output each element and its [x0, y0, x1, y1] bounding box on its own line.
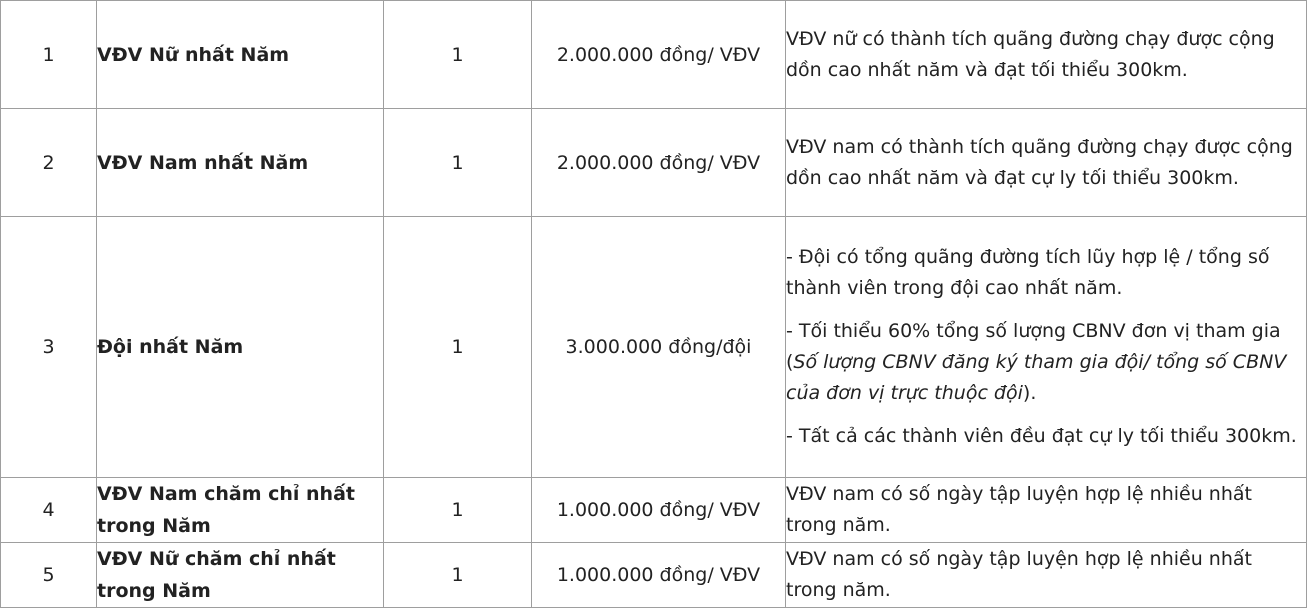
award-name-cell: Đội nhất Năm: [97, 217, 384, 478]
table-row: [1, 109, 1307, 217]
quantity-cell: 1: [384, 543, 532, 608]
rank-cell: 1: [1, 1, 97, 109]
rank-cell: 2: [1, 109, 97, 217]
condition-note: Số lượng CBNV đăng ký tham gia đội/ tổng số CBNV của đơn vị trực thuộc đội: [786, 351, 1287, 404]
table-row: [1, 478, 1307, 543]
condition-text: VĐV nam có số ngày tập luyện hợp lệ nhiều nhất trong năm.: [786, 548, 1252, 601]
condition-text: VĐV nam có thành tích quãng đường chạy được cộng dồn cao nhất năm và đạt cự ly tối thiểu 300km.: [786, 135, 1293, 189]
award-name-cell: VĐV Nam nhất Năm: [97, 109, 384, 217]
quantity-cell: 1: [384, 109, 532, 217]
table-row: [1, 543, 1307, 608]
quantity-cell: 1: [384, 217, 532, 478]
condition-text: - Đội có tổng quãng đường tích lũy hợp lệ / tổng số thành viên trong đội cao nhất năm.: [786, 246, 1270, 299]
condition-cell: [786, 1, 1307, 109]
award-name-cell: VĐV Nam chăm chỉ nhất trong Năm: [97, 478, 384, 543]
condition-text: - Tất cả các thành viên đều đạt cự ly tối thiểu 300km.: [786, 425, 1297, 447]
quantity-cell: 1: [384, 478, 532, 543]
condition-cell: [786, 217, 1307, 478]
table-row: [1, 217, 1307, 478]
award-name-cell: VĐV Nữ chăm chỉ nhất trong Năm: [97, 543, 384, 608]
condition-text: [786, 316, 1306, 409]
condition-cell: [786, 478, 1307, 543]
condition-text: VĐV nữ có thành tích quãng đường chạy được cộng dồn cao nhất năm và đạt tối thiểu 300km.: [786, 27, 1275, 81]
prize-cell: 2.000.000 đồng/ VĐV: [532, 109, 786, 217]
award-name-cell: VĐV Nữ nhất Năm: [97, 1, 384, 109]
condition-text-part: ).: [1022, 382, 1037, 404]
rank-cell: 5: [1, 543, 97, 608]
condition-text-part: - Tối thiểu 60% tổng số lượng CBNV đơn vị tham gia (: [786, 320, 1281, 373]
prize-cell: 2.000.000 đồng/ VĐV: [532, 1, 786, 109]
rank-cell: 4: [1, 478, 97, 543]
quantity-cell: 1: [384, 1, 532, 109]
condition-cell: [786, 109, 1307, 217]
condition-cell: [786, 543, 1307, 608]
condition-text: VĐV nam có số ngày tập luyện hợp lệ nhiều nhất trong năm.: [786, 483, 1252, 536]
prize-cell: 1.000.000 đồng/ VĐV: [532, 543, 786, 608]
prize-cell: 3.000.000 đồng/đội: [532, 217, 786, 478]
prize-cell: 1.000.000 đồng/ VĐV: [532, 478, 786, 543]
table-row: [1, 1, 1307, 109]
rank-cell: 3: [1, 217, 97, 478]
